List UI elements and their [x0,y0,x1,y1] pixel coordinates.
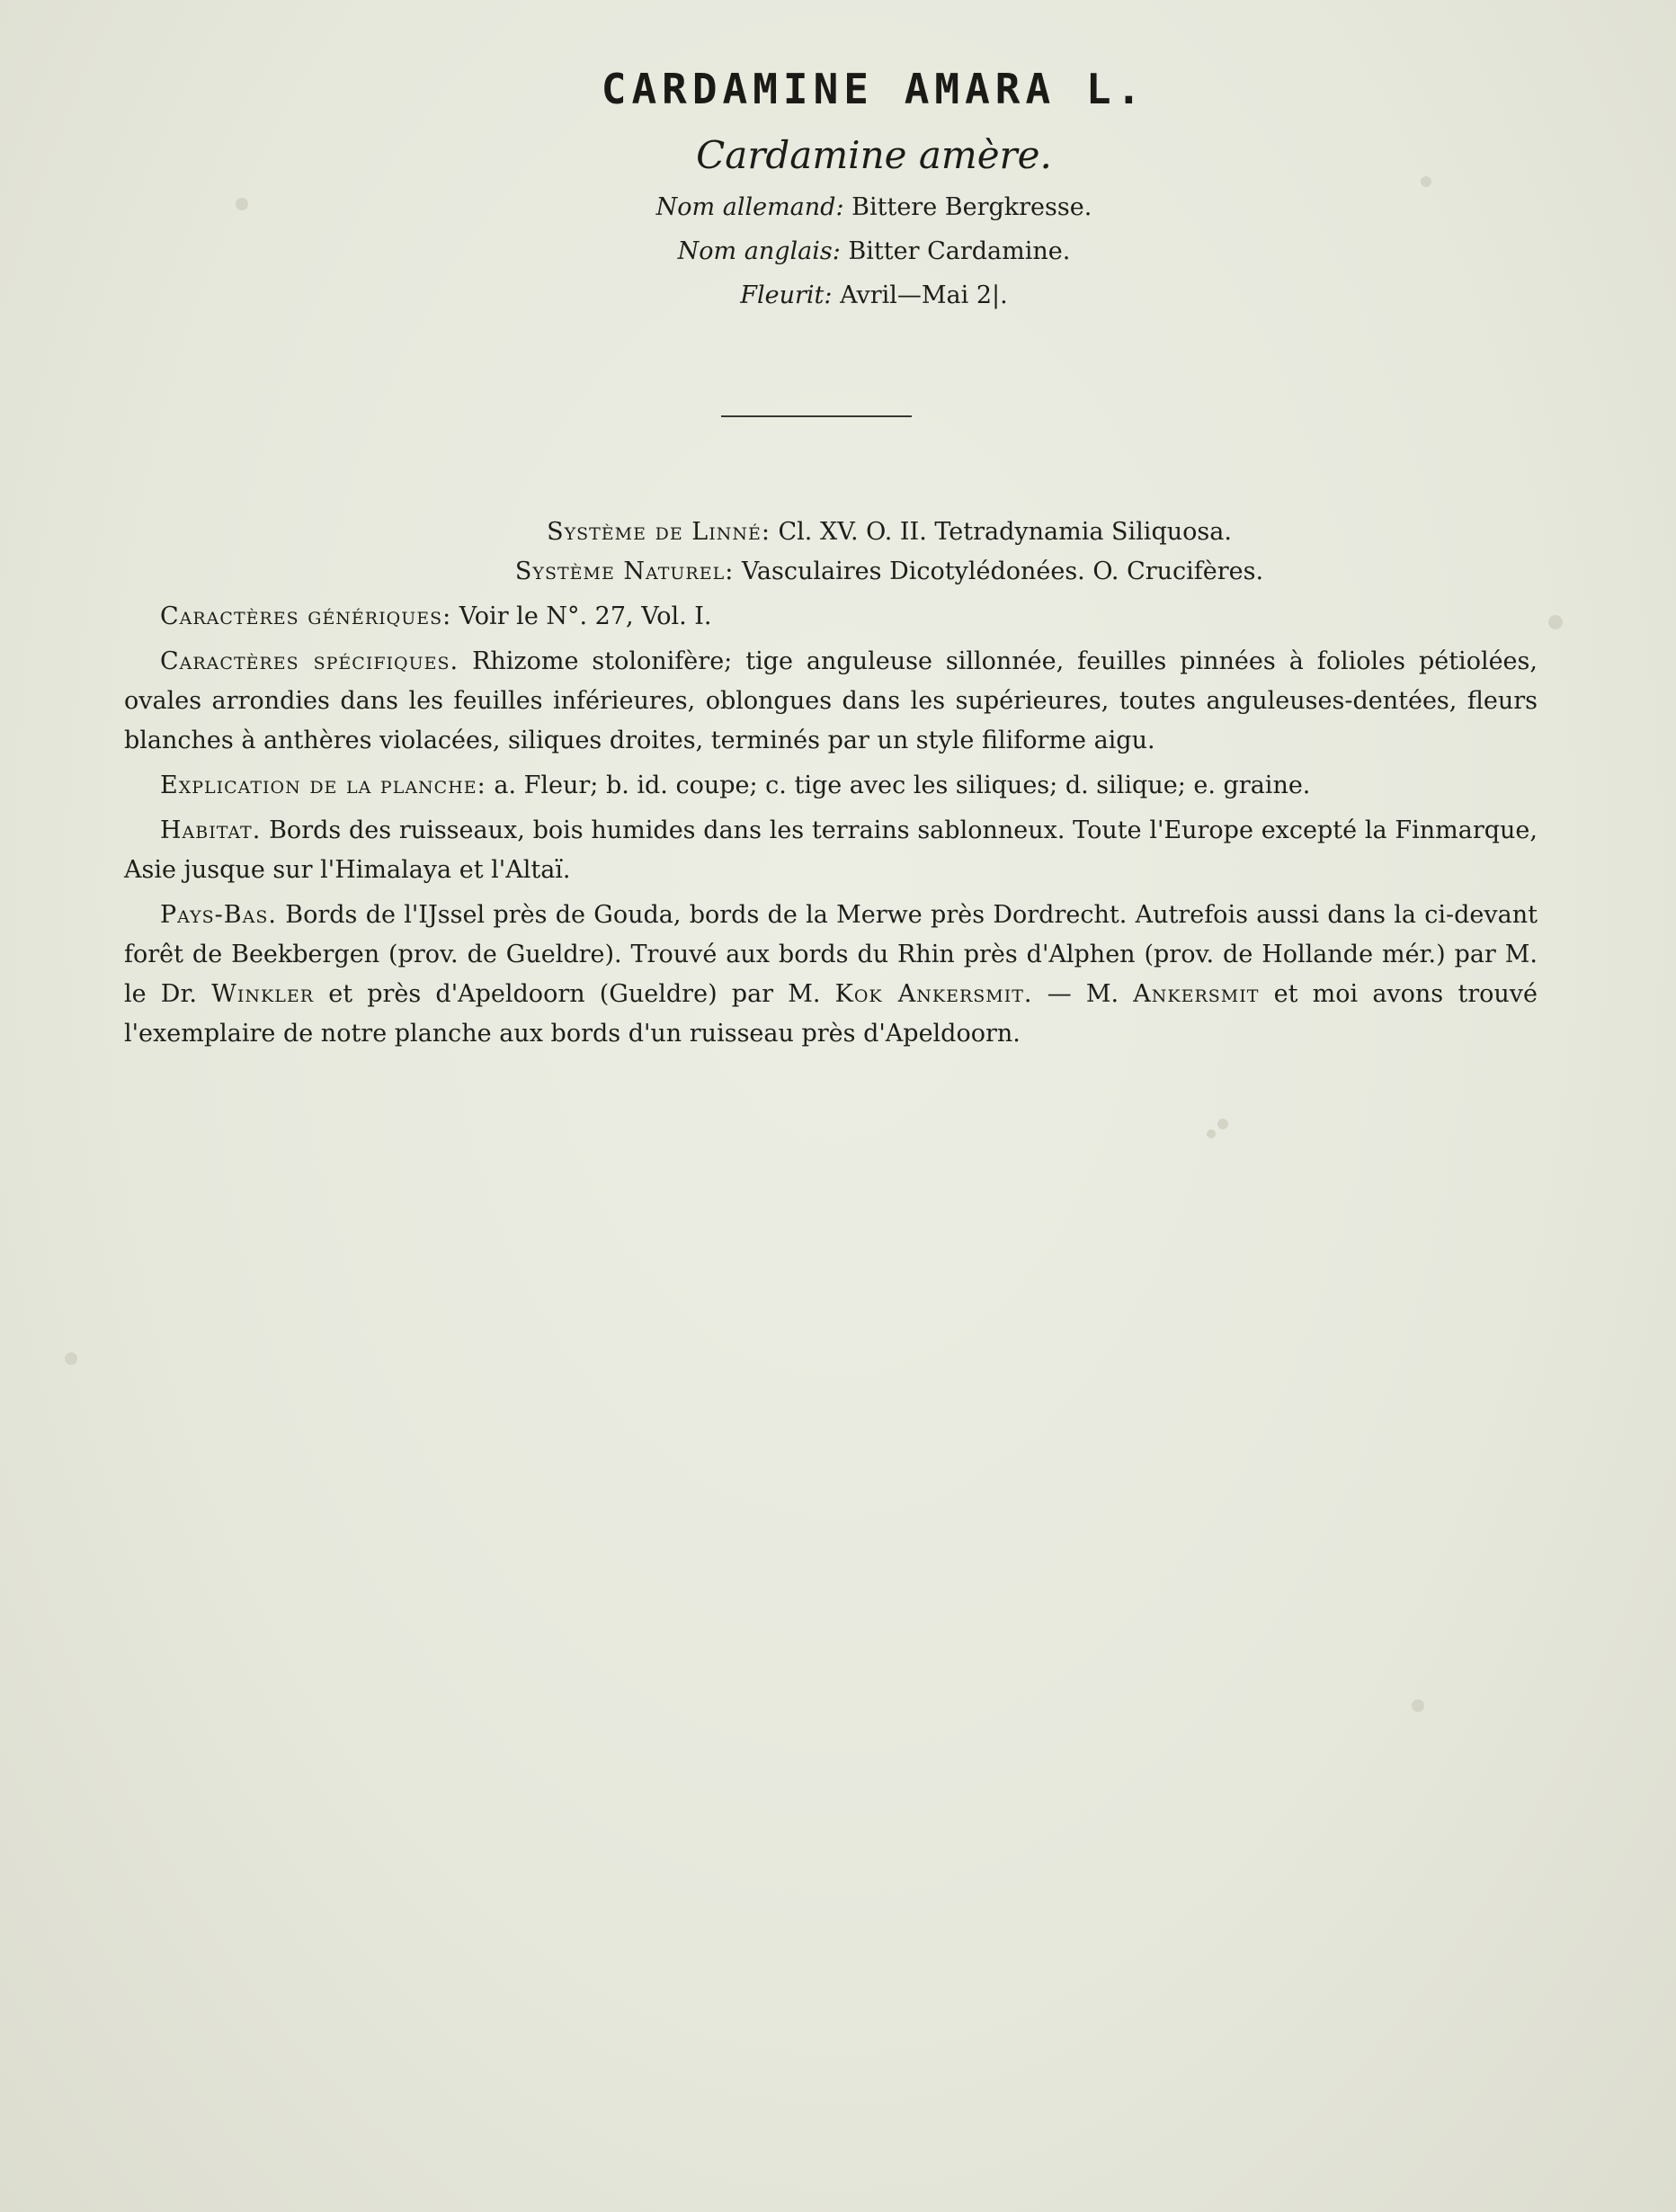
paper-speck [1412,1699,1424,1712]
linnean-system-value: Cl. XV. O. II. Tetradynamia Siliquosa. [778,518,1232,546]
plate-explanation-label: Explication de la planche: [160,772,486,799]
natural-system-label: Système Naturel: [514,557,735,585]
generic-characters-value: Voir le N°. 27, Vol. I. [459,602,712,630]
german-name-label: Nom allemand: [655,193,844,221]
netherlands-text-2: et près d'Apeldoorn (Gueldre) par M. [328,980,821,1008]
english-name-value: Bitter Cardamine. [848,237,1071,265]
linnean-system-label: Système de Linné: [547,518,771,546]
specific-characters-paragraph [124,642,1538,761]
habitat-value: Bords des ruisseaux, bois humides dans les terrains sablonneux. Toute l'Europe excepté la Finmarque, Asie jusque sur l'Himalaya et l'Altaï. [124,816,1538,884]
paper-speck [1548,615,1563,629]
page-title: CARDAMINE AMARA L. [601,65,1147,113]
collector-name-ankersmit: Ankersmit [1133,980,1260,1008]
netherlands-text-4: et moi avons trouvé l'exemplaire de notre planche aux bords d'un ruisseau près d'Apeldoorn. [124,980,1538,1048]
paper-speck [1207,1129,1216,1138]
netherlands-text-1: Bords de l'IJssel près de Gouda, bords de la Merwe près Dordrecht. Autrefois aussi dans la ci-devant forêt de Beekbergen (prov. de Gueldre). Trouvé aux bords du Rhin près d'Alphen (prov. de Hollande mér.) par M. le Dr. [124,901,1538,1008]
french-name: Cardamine amère. [696,133,1052,177]
netherlands-paragraph [124,896,1538,1054]
description-body [124,513,1538,1054]
english-name-label: Nom anglais: [677,237,841,265]
flowering-label: Fleurit: [740,281,833,309]
divider-rule [721,415,912,417]
german-name-line [72,193,1676,221]
paper-speck [1217,1119,1228,1129]
natural-system-line [241,552,1538,592]
natural-system-value: Vasculaires Dicotylédonées. O. Crucifères. [741,557,1264,585]
plate-explanation-value: a. Fleur; b. id. coupe; c. tige avec les siliques; d. silique; e. graine. [494,772,1311,799]
netherlands-text-3: — M. [1047,980,1119,1008]
collector-name-winkler: Winkler [211,980,315,1008]
english-name-line [72,237,1676,265]
generic-characters-paragraph [124,597,1538,637]
page-header [0,65,1676,309]
habitat-label: Habitat. [160,816,262,844]
specific-characters-value: Rhizome stolonifère; tige anguleuse sillonnée, feuilles pinnées à folioles pétiolées, ovales arrondies dans les feuilles inférieures, oblongues dans les supérieures, toutes anguleuses-dentées, fleurs blanches à anthères violacées, siliques droites, terminés par un style filiforme aigu. [124,647,1538,754]
specific-characters-label: Caractères spécifiques. [160,647,459,675]
collector-name-kok-ankersmit: Kok Ankersmit. [834,980,1033,1008]
habitat-paragraph [124,811,1538,890]
paper-speck [65,1352,77,1365]
german-name-value: Bittere Bergkresse. [851,193,1092,221]
flowering-value: Avril—Mai 2|. [840,281,1008,309]
netherlands-label: Pays-Bas. [160,901,277,929]
generic-characters-label: Caractères génériques: [160,602,452,630]
linnean-system-line [241,513,1538,552]
plate-explanation-paragraph [124,766,1538,806]
flowering-line [72,281,1676,309]
